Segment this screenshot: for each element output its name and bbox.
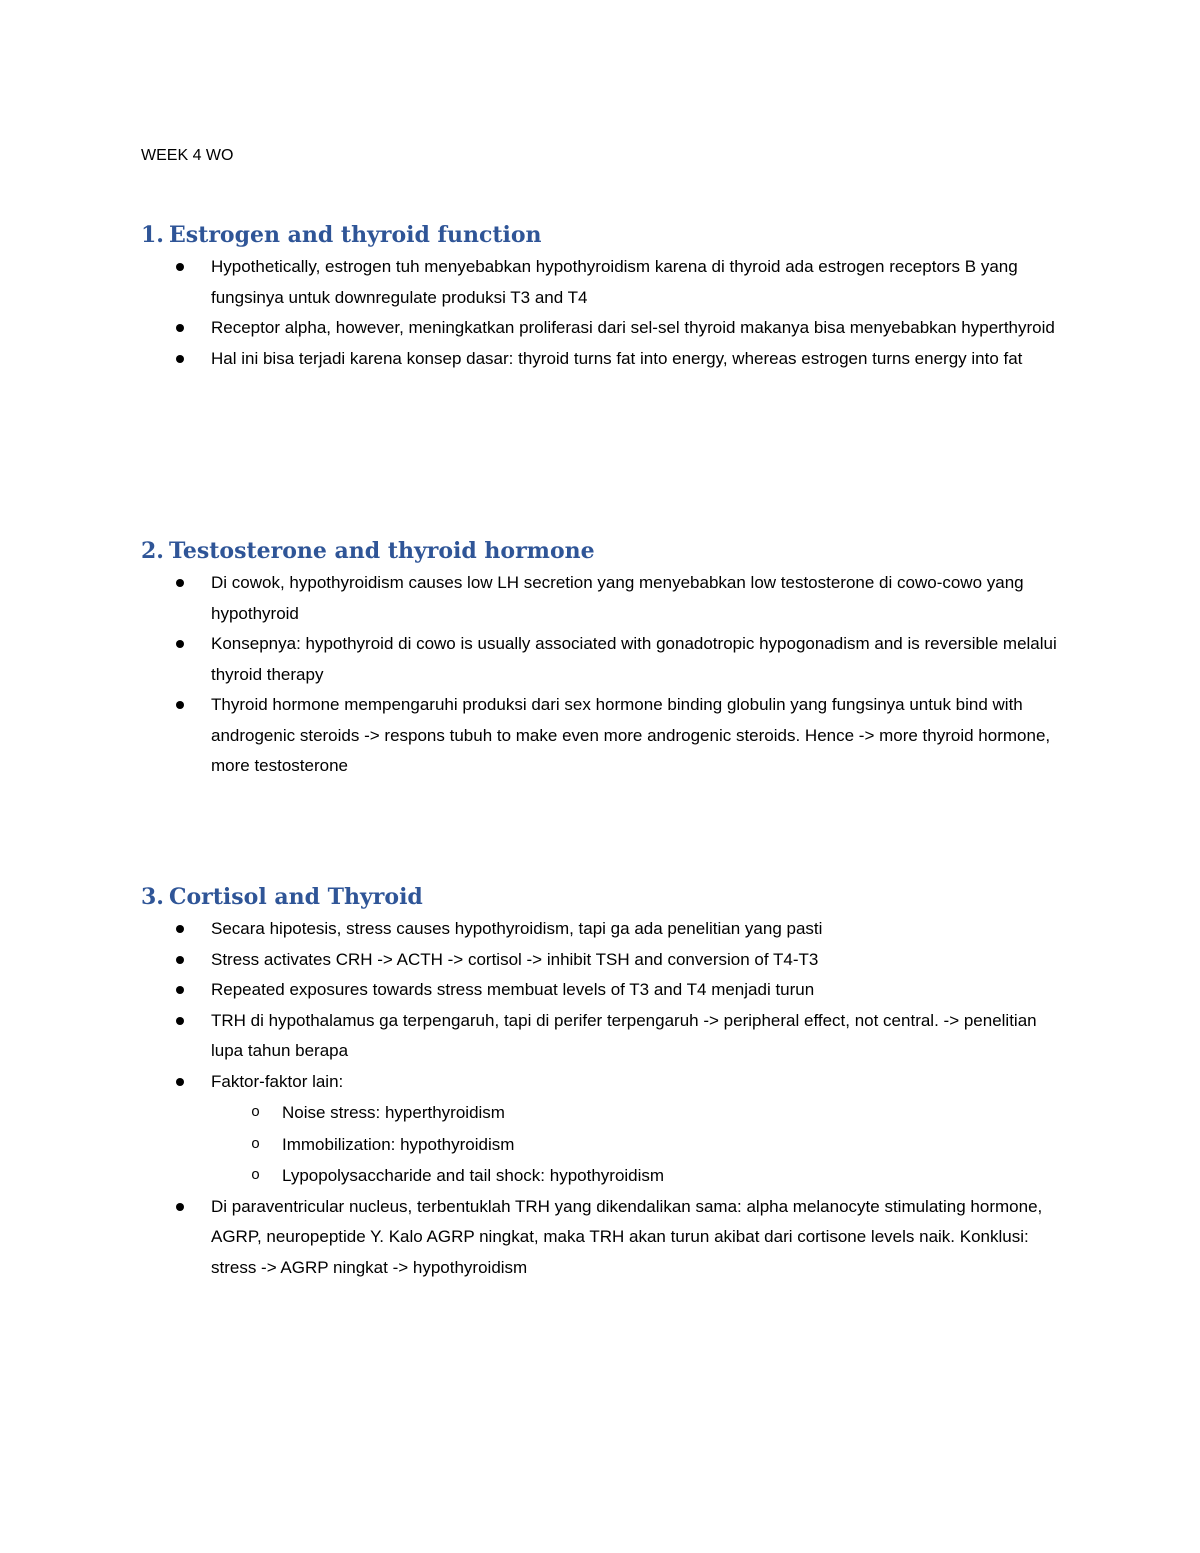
- bullet-icon: [176, 579, 184, 587]
- sub-list-item: [141, 1129, 1071, 1161]
- list-item: [141, 313, 1071, 344]
- list-item: [141, 1067, 1071, 1098]
- sub-list-item-text: Lypopolysaccharide and tail shock: hypothyroidism: [282, 1166, 665, 1185]
- bullet-icon: [176, 355, 184, 363]
- bullet-list: [141, 568, 1071, 782]
- list-item: [141, 690, 1071, 782]
- section-number: 3.: [141, 884, 164, 910]
- list-item-text: Faktor-faktor lain:: [211, 1071, 344, 1091]
- bullet-icon: [176, 263, 184, 271]
- list-item-text: Receptor alpha, however, meningkatkan proliferasi dari sel-sel thyroid makanya bisa menyebabkan hyperthyroid: [211, 318, 1055, 337]
- list-item: [141, 1192, 1071, 1284]
- section-title: Testosterone and thyroid hormone: [169, 538, 595, 564]
- bullet-list: [141, 1192, 1071, 1284]
- list-item: [141, 568, 1071, 629]
- list-item: [141, 344, 1071, 375]
- section-testosterone-thyroid: [141, 536, 1071, 782]
- section-heading: [141, 882, 1071, 912]
- section-cortisol-thyroid: [141, 882, 1071, 1283]
- bullet-icon: [176, 1017, 184, 1025]
- list-item-text: Konsepnya: hypothyroid di cowo is usually associated with gonadotropic hypogonadism and is reversible melalui thyroid therapy: [211, 634, 1057, 684]
- sub-list-item-text: Immobilization: hypothyroidism: [282, 1134, 515, 1154]
- section-title: Estrogen and thyroid function: [169, 222, 542, 248]
- bullet-icon: [176, 640, 184, 648]
- list-item-text: Di paraventricular nucleus, terbentuklah TRH yang dikendalikan sama: alpha melanocyte stimulating hormone, AGRP, neuropeptide Y. Kalo AGRP ningkat, maka TRH akan turun akibat dari cortisone levels naik. Konklusi: stress -> AGRP ningkat -> hypothyroidism: [211, 1196, 1043, 1277]
- list-item-text: Repeated exposures towards stress membuat levels of T3 and T4 menjadi turun: [211, 980, 815, 999]
- sub-list-item-text: Noise stress: hyperthyroidism: [282, 1103, 505, 1122]
- bullet-icon: [176, 701, 184, 709]
- list-item: [141, 629, 1071, 690]
- list-item-text: Thyroid hormone mempengaruhi produksi dari sex hormone binding globulin yang fungsinya untuk bind with androgenic steroids -> respons tubuh to make even more androgenic steroids. Hence -> more thyroid hormone, more testosterone: [211, 695, 1051, 775]
- section-number: 2.: [141, 538, 164, 564]
- list-item-text: Stress activates CRH -> ACTH -> cortisol -> inhibit TSH and conversion of T4-T3: [211, 949, 819, 969]
- hollow-bullet-icon: o: [251, 1135, 261, 1153]
- section-estrogen-thyroid: [141, 220, 1071, 374]
- hollow-bullet-icon: o: [251, 1167, 261, 1184]
- list-item: [141, 945, 1071, 976]
- sub-list-item: [141, 1097, 1071, 1129]
- list-item: [141, 252, 1071, 313]
- bullet-icon: [176, 324, 184, 332]
- section-heading: [141, 536, 1071, 566]
- list-item-text: Hypothetically, estrogen tuh menyebabkan hypothyroidism karena di thyroid ada estrogen receptors B yang fungsinya untuk downregulate produksi T3 and T4: [211, 257, 1018, 307]
- document-title: WEEK 4 WO: [141, 147, 234, 164]
- bullet-icon: [176, 956, 184, 964]
- list-item: [141, 975, 1071, 1006]
- section-number: 1.: [141, 222, 164, 248]
- bullet-icon: [176, 1203, 184, 1211]
- list-item: [141, 914, 1071, 945]
- list-item-text: TRH di hypothalamus ga terpengaruh, tapi di perifer terpengaruh -> peripheral effect, not central. -> penelitian lupa tahun berapa: [211, 1010, 1037, 1060]
- bullet-list: [141, 914, 1071, 1097]
- bullet-list: [141, 252, 1071, 374]
- bullet-icon: [176, 925, 184, 933]
- bullet-icon: [176, 1078, 184, 1086]
- bullet-icon: [176, 986, 184, 994]
- hollow-bullet-icon: o: [251, 1104, 261, 1121]
- sub-list-item: [141, 1160, 1071, 1192]
- sub-bullet-list: [141, 1097, 1071, 1192]
- list-item: [141, 1006, 1071, 1067]
- list-item-text: Secara hipotesis, stress causes hypothyroidism, tapi ga ada penelitian yang pasti: [211, 919, 823, 938]
- section-title: Cortisol and Thyroid: [169, 884, 423, 910]
- list-item-text: Hal ini bisa terjadi karena konsep dasar: thyroid turns fat into energy, whereas estrogen turns energy into fat: [211, 348, 1023, 368]
- list-item-text: Di cowok, hypothyroidism causes low LH secretion yang menyebabkan low testosterone di cowo-cowo yang hypothyroid: [211, 573, 1024, 623]
- section-heading: [141, 220, 1071, 250]
